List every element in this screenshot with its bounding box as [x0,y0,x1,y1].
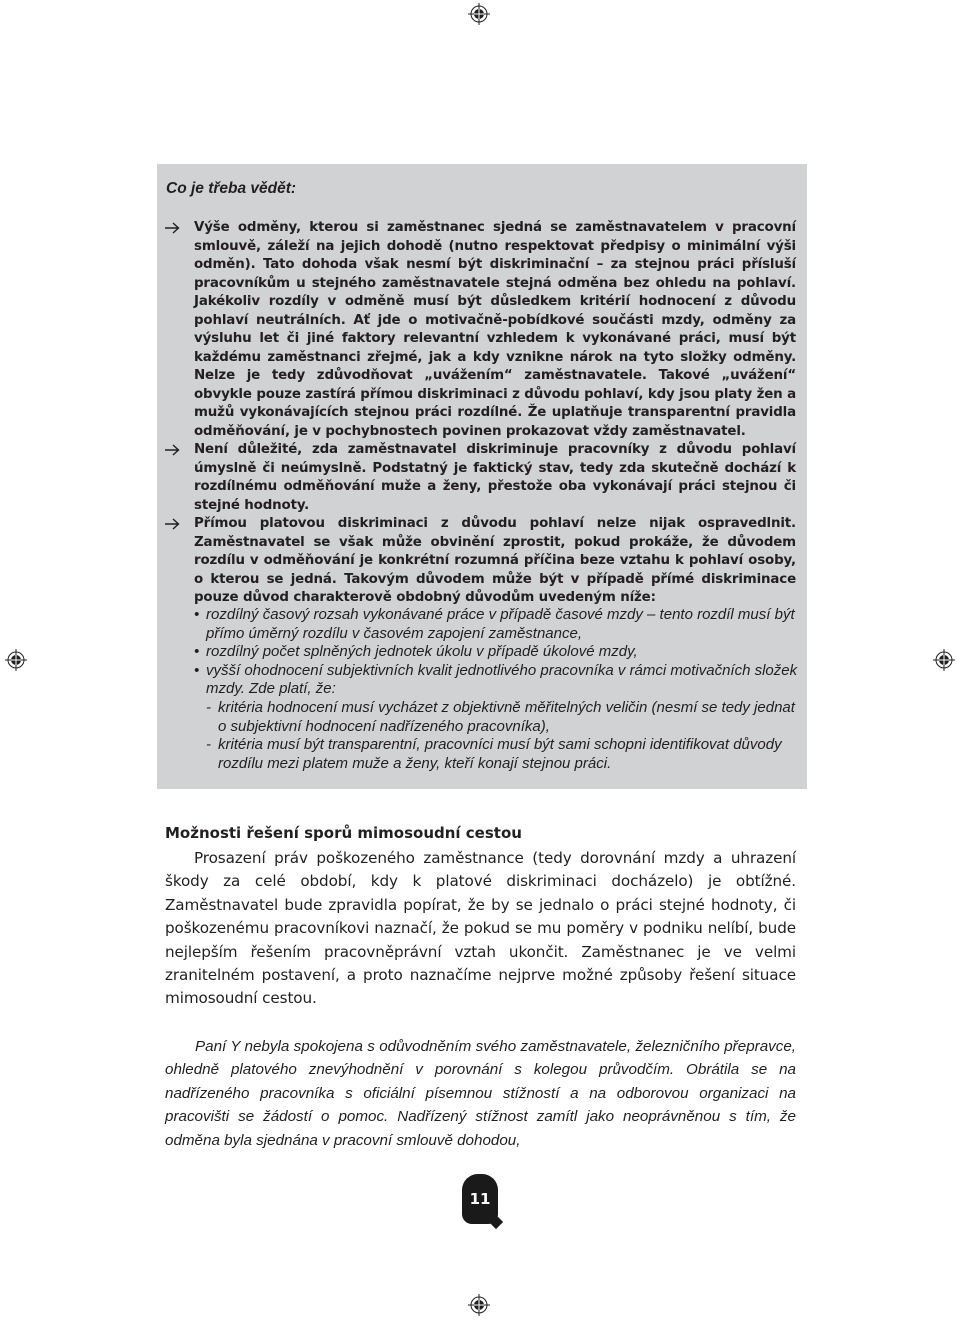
list-item-text: kritéria musí být transparentní, pracovníci musí být sami schopni identifikovat důvody rozdílu mezi platem muže a ženy, kteří konají stejnou práci. [218,736,782,772]
section-paragraph: Prosazení práv poškozeného zaměstnance (tedy dorovnání mzdy a uhrazení škody za celé období, kdy k platové diskriminaci docházelo) je obtížné. Zaměstnavatel bude zpravidla popírat, že by se jednalo o práci stejné hodnoty, či poškozenému pracovníkovi naznačí, že pokud se mu poměry v podniku nelíbí, bude nejlepším řešením pracovněprávní vztah ukončit. Zaměstnanec je ve velmi zranitelném postavení, a proto naznačíme nejprve možné způsoby řešení situace mimosoudní cestou. [165,849,796,1008]
reasons-list [194,606,804,773]
page-number: 11 [469,1190,491,1208]
info-bullet-2: Není důležité, zda zaměstnavatel diskriminuje pracovníky z důvodu pohlaví úmyslně či neúmyslně. Podstatný je faktický stav, tedy zda skutečně dochází k rozdílnému odměňování muže a ženy, přestože oba vykonávají práci stejnou či stejné hodnoty. [194,442,796,513]
info-bullet-1: Výše odměny, kterou si zaměstnanec sjedná se zaměstnavatelem v pracovní smlouvě, záleží na jejich dohodě (nutno respektovat předpisy o minimální výši odměn). Tato dohoda však nesmí být diskriminační – za stejnou práci přísluší pracovníkům u stejného zaměstnavatele stejná odměna bez ohledu na pohlaví. Jakékoliv rozdíly v odměně musí být důsledkem kritérií hodnocení z důvodu pohlaví neutrálních. Ať jde o motivačně-pobídkové součásti mzdy, odměny za výsluhu let či jiné faktory relevantní vzhledem k vykonávané práci, musí být každému zaměstnanci zřejmé, jak a kdy vznikne nárok na tyto složky odměny. Nelze je tedy zdůvodňovat „uvážením“ zaměstnavatele. Takové „uvážení“ obvykle pouze zastírá přímou diskriminaci z důvodu pohlaví, kdy jsou platy žen a mužů vykonávajících stejnou práci rozdílné. Že uplatňuje transparentní pravidla odměňování, je v pochybnostech povinen prokazovat vždy zaměstnavatel. [194,220,796,439]
info-bullet-3: Přímou platovou diskriminaci z důvodu pohlaví nelze nijak ospravedlnit. Zaměstnavatel se však může obvinění zprostit, pokud prokáže, že důvodem rozdílu v odměňování je konkrétní rozumná příčina beze vztahu k pohlaví osoby, o kterou se jedná. Takovým důvodem může být v případě přímé diskriminace pouze důvod charakterově obdobný důvodům uvedeným níže: [194,516,796,605]
list-item-text: rozdílný časový rozsah vykonávané práce v případě časové mzdy – tento rozdíl musí být přímo úměrný rozdílu v časovém zapojení zaměstnance, [206,606,795,642]
bullet-dot-icon: • [194,661,200,679]
registration-mark-icon [933,649,955,671]
info-box-title: Co je třeba vědět: [166,180,297,197]
example-paragraph: Paní Y nebyla spokojena s odůvodněním svého zaměstnavatele, železničního přepravce, ohledně platového znevýhodnění v porovnání s kolegou průvodčím. Obrátila se na nadřízeného pracovníka s oficiální písemnou stížností a na odborovou organizaci na pracovišti se žádostí o pomoc. Nadřízený stížnost zamítl jako neoprávněnou s tím, že odměna byla sjednána v pracovní smlouvě dohodou, [165,1038,796,1149]
list-item-text: rozdílný počet splněných jednotek úkolu v případě úkolové mzdy, [206,643,638,661]
bullet-dot-icon: • [194,643,200,661]
dash-icon: - [206,736,211,754]
list-item-text: vyšší ohodnocení subjektivních kvalit jednotlivého pracovníka v rámci motivačních složek mzdy. Zde platí, že: [206,661,798,698]
list-item [194,699,804,736]
arrow-right-icon [164,444,180,456]
dash-icon: - [206,698,211,716]
registration-mark-icon [468,1294,490,1316]
arrow-right-icon [164,222,180,234]
registration-mark-icon [468,3,490,25]
list-item-text: kritéria hodnocení musí vycházet z objektivně měřitelných veličin (nesmí se tedy jednat o subjektivní hodnocení nadřízeného pracovníka), [218,698,795,735]
list-item [194,643,804,662]
registration-mark-icon [5,649,27,671]
section-heading: Možnosti řešení sporů mimosoudní cestou [165,824,522,842]
list-item [194,662,804,699]
bullet-dot-icon: • [194,606,200,623]
list-item [194,736,804,773]
page-number-badge [462,1174,498,1224]
list-item [194,606,804,643]
arrow-right-icon [164,518,180,530]
